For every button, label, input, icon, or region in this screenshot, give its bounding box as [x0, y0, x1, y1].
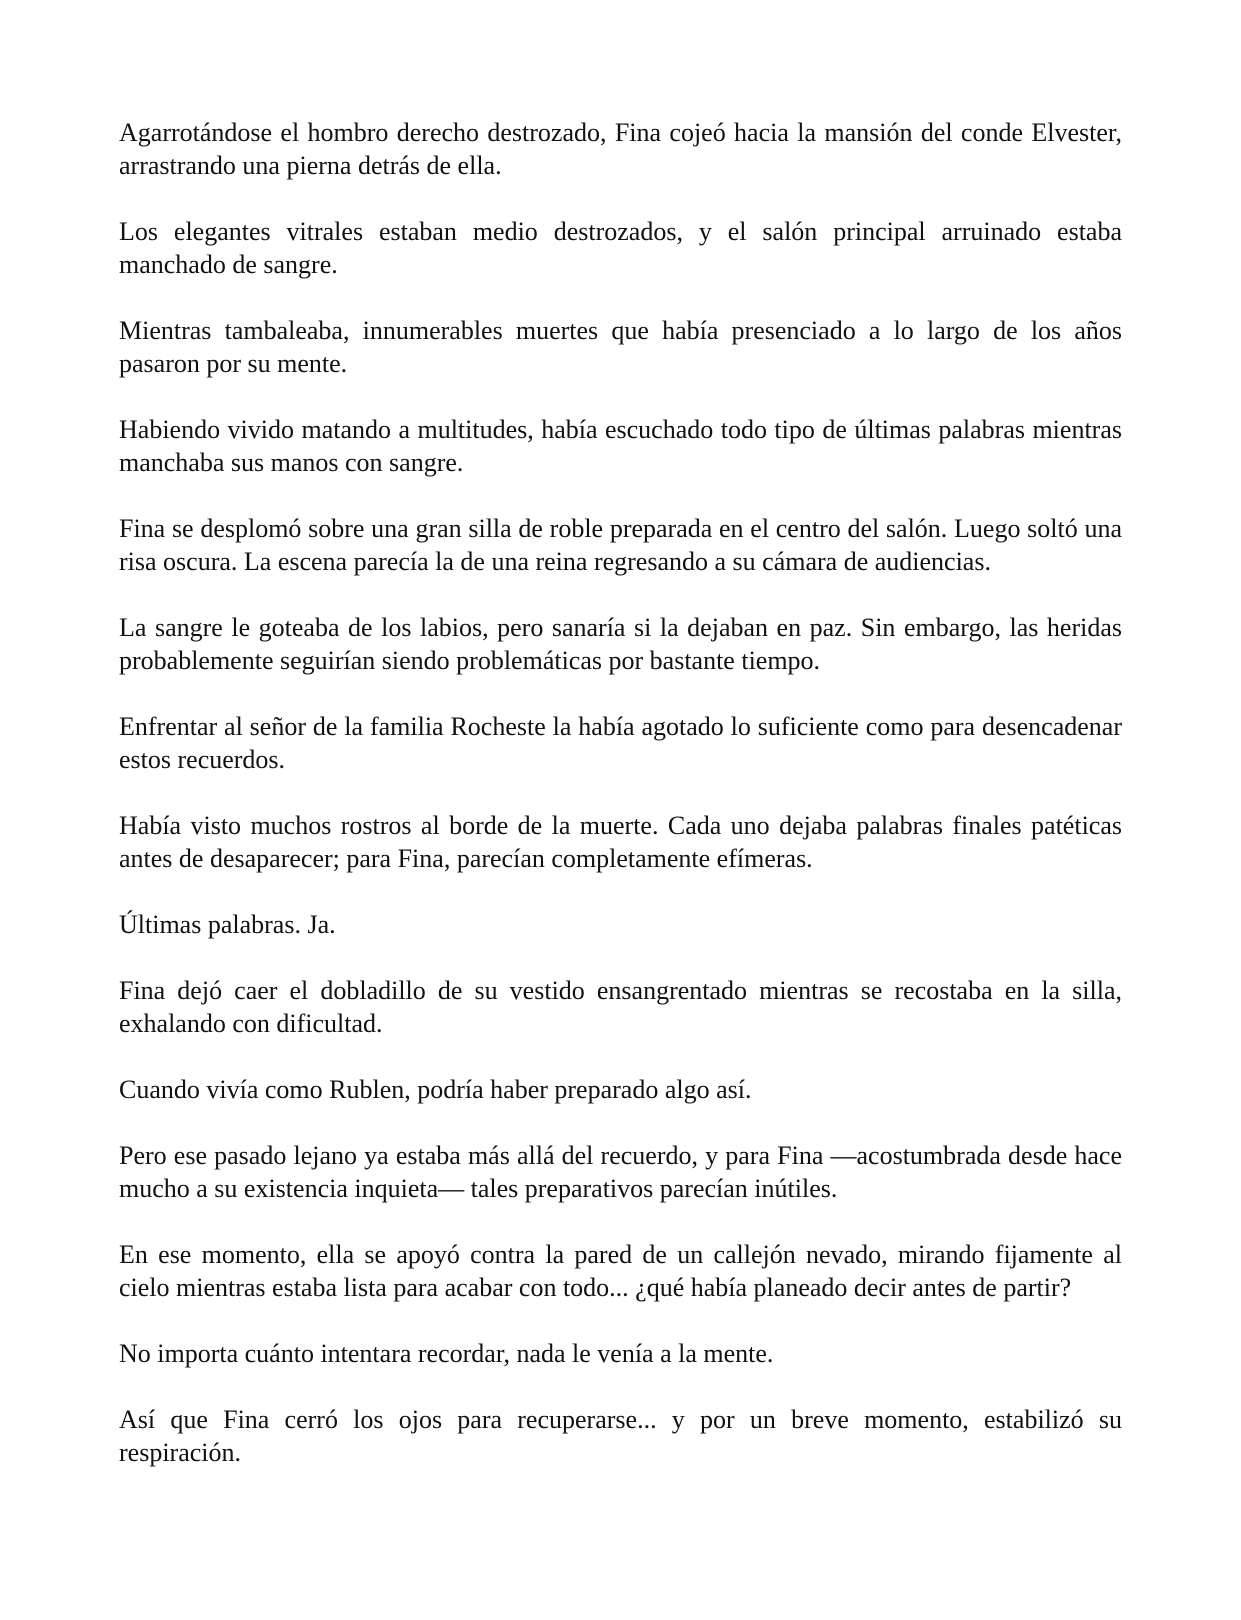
- document-body: [119, 116, 1122, 1502]
- paragraph: Enfrentar al señor de la familia Rocheste la había agotado lo suficiente como para desencadenar estos recuerdos.: [119, 712, 1122, 774]
- paragraph: Últimas palabras. Ja.: [119, 910, 336, 939]
- paragraph: Había visto muchos rostros al borde de la muerte. Cada uno dejaba palabras finales patéticas antes de desaparecer; para Fina, parecían completamente efímeras.: [119, 811, 1122, 873]
- paragraph: No importa cuánto intentara recordar, nada le venía a la mente.: [119, 1339, 774, 1368]
- paragraph: La sangre le goteaba de los labios, pero sanaría si la dejaban en paz. Sin embargo, las heridas probablemente seguirían siendo problemáticas por bastante tiempo.: [119, 613, 1122, 675]
- paragraph: Pero ese pasado lejano ya estaba más allá del recuerdo, y para Fina —acostumbrada desde hace mucho a su existencia inquieta— tales preparativos parecían inútiles.: [119, 1141, 1122, 1203]
- paragraph: Fina dejó caer el dobladillo de su vestido ensangrentado mientras se recostaba en la silla, exhalando con dificultad.: [119, 976, 1122, 1038]
- paragraph: Agarrotándose el hombro derecho destrozado, Fina cojeó hacia la mansión del conde Elvester, arrastrando una pierna detrás de ella.: [119, 118, 1122, 180]
- paragraph: Habiendo vivido matando a multitudes, había escuchado todo tipo de últimas palabras mientras manchaba sus manos con sangre.: [119, 415, 1122, 477]
- paragraph: Cuando vivía como Rublen, podría haber preparado algo así.: [119, 1075, 752, 1104]
- paragraph: Mientras tambaleaba, innumerables muertes que había presenciado a lo largo de los años pasaron por su mente.: [119, 316, 1122, 378]
- paragraph: Fina se desplomó sobre una gran silla de roble preparada en el centro del salón. Luego soltó una risa oscura. La escena parecía la de una reina regresando a su cámara de audiencias.: [119, 514, 1122, 576]
- paragraph: Así que Fina cerró los ojos para recuperarse... y por un breve momento, estabilizó su respiración.: [119, 1405, 1122, 1467]
- paragraph: En ese momento, ella se apoyó contra la pared de un callejón nevado, mirando fijamente al cielo mientras estaba lista para acabar con todo... ¿qué había planeado decir antes de partir?: [119, 1240, 1122, 1302]
- paragraph: Los elegantes vitrales estaban medio destrozados, y el salón principal arruinado estaba manchado de sangre.: [119, 217, 1122, 279]
